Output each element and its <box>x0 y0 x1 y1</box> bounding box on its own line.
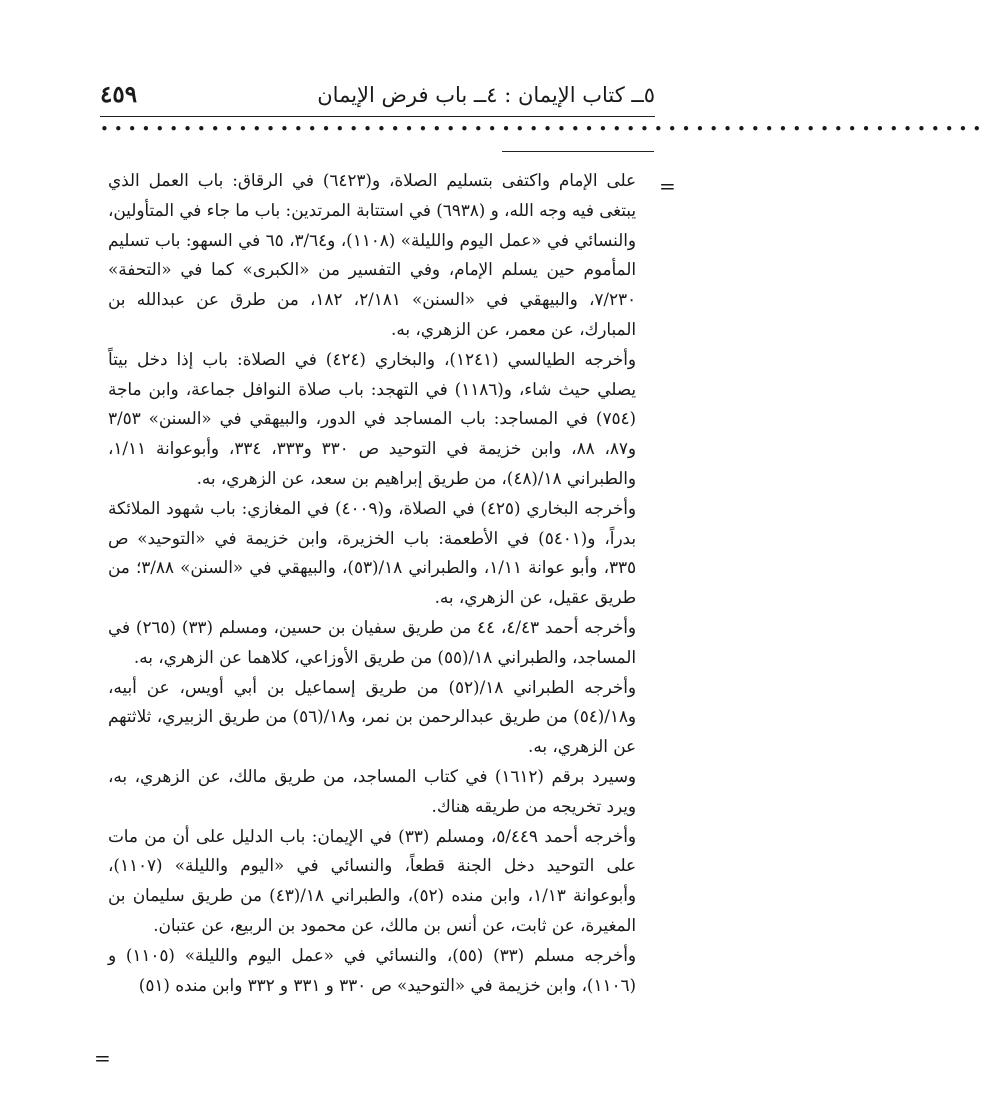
header-rule <box>100 116 655 117</box>
footnote-paragraph: وأخرجه أحمد ٥/٤٤٩، ومسلم (٣٣) في الإيمان: باب الدليل على أن من مات على التوحيد دخل الجنة قطعاً، والنسائي في «اليوم والليلة» (١١٠٧)، وأبوعوانة ١/١٣، وابن منده (٥٢)، والطبراني ١٨/(٤٣) من طريق سليمان بن المغيرة، عن ثابت، عن أنس بن مالك، عن محمود بن الربيع، عن عتبان. <box>108 825 636 935</box>
footnote-paragraph: وسيرد برقم (١٦١٢) في كتاب المساجد، من طريق مالك، عن الزهري، به، ويرد تخريجه من طريقه هناك. <box>108 765 636 816</box>
dotted-separator: •••••••••••••••••••••••••••••••••••••••••••••••••••••••••••••••• <box>100 120 986 138</box>
running-title: ٥ــ كتاب الإيمان : ٤ــ باب فرض الإيمان <box>317 83 655 107</box>
footnote-body <box>108 166 636 1000</box>
continuation-end-mark: = <box>94 1046 111 1070</box>
footnote-rule <box>502 151 654 152</box>
footnote-paragraph: وأخرجه الطبراني ١٨/(٥٢) من طريق إسماعيل بن أبي أويس، عن أبيه، و١٨/(٥٤) من طريق عبدالرحمن بن نمر، و١٨/(٥٦) من طريق الزبيري، ثلاثتهم عن الزهري، به. <box>108 676 637 757</box>
page-number: ٤٥٩ <box>100 81 138 108</box>
footnote-paragraph: وأخرجه أحمد ٤/٤٣، ٤٤ من طريق سفيان بن حسين، ومسلم (٣٣) (٢٦٥) في المساجد، والطبراني ١٨/(٥٥) من طريق الأوزاعي، كلاهما عن الزهري، به. <box>108 616 636 667</box>
footnote-paragraph: وأخرجه البخاري (٤٢٥) في الصلاة، و(٤٠٠٩) في المغازي: باب شهود الملائكة بدراً، و(٥٤٠١) في الأطعمة: باب الخزيرة، وابن خزيمة في «التوحيد» ص ٣٣٥، وأبو عوانة ١/١١، والطبراني ١٨/(٥٣)، والبيهقي في «السنن» ٣/٨٨؛ من طريق عقيل، عن الزهري، به. <box>108 497 636 608</box>
footnote-paragraph: وأخرجه مسلم (٣٣) (٥٥)، والنسائي في «عمل اليوم والليلة» (١١٠٥) و (١١٠٦)، وابن خزيمة في «التوحيد» ص ٣٣٠ و ٣٣١ و ٣٣٢ وابن منده (٥١) <box>108 944 636 995</box>
footnote-paragraph: وأخرجه الطيالسي (١٢٤١)، والبخاري (٤٢٤) في الصلاة: باب إذا دخل بيتاً يصلي حيث شاء، و(١١٨٦) في التهجد: باب صلاة النوافل جماعة، وابن ماجة (٧٥٤) في المساجد: باب المساجد في الدور، والبيهقي في «السنن» ٣/٥٣ و٨٧، ٨٨، وابن خزيمة في التوحيد ص ٣٣٠ و٣٣٣، ٣٣٤، وأبوعوانة ١/١١، والطبراني ١٨/(٤٨)، من طريق إبراهيم بن سعد، عن الزهري، به. <box>108 348 637 488</box>
continuation-mark: = <box>659 174 676 198</box>
footnote-paragraph: على الإمام واكتفى بتسليم الصلاة، و(٦٤٢٣) في الرقاق: باب العمل الذي يبتغى فيه وجه الله، و (٦٩٣٨) في استتابة المرتدين: باب ما جاء في المتأولين، والنسائي في «عمل اليوم والليلة» (١١٠٨)، و٣/٦٤، ٦٥ في السهو: باب تسليم المأموم حين يسلم الإمام، وفي التفسير من «الكبرى» كما في «التحفة» ٧/٢٣٠، والبيهقي في «السنن» ٢/١٨١، ١٨٢، من طرق عن عبدالله بن المبارك، عن معمر، عن الزهري، به. <box>108 170 637 339</box>
page-header <box>100 80 655 116</box>
